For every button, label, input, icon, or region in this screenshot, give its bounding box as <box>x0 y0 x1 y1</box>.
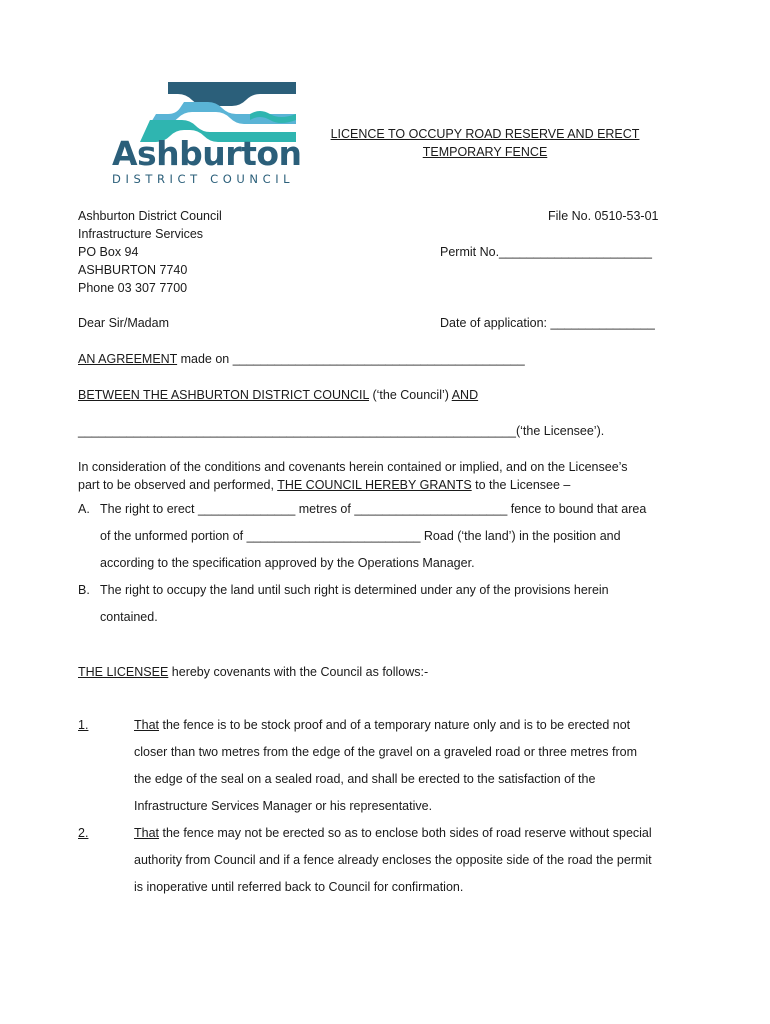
clause-2-number: 2. <box>78 826 89 840</box>
clause-1-text: the fence is to be stock proof and of a temporary nature only and is to be erected not <box>159 718 631 732</box>
clause-1-line3: the edge of the seal on a sealed road, and shall be erected to the satisfaction of the <box>134 772 596 786</box>
consideration-end: to the Licensee – <box>471 478 571 492</box>
logo-wordmark: Ashburton <box>112 134 302 173</box>
address-line4: ASHBURTON 7740 <box>78 263 188 277</box>
grant-b-line1: The right to occupy the land until such right is determined under any of the provisions herein <box>100 583 609 597</box>
address-line5: Phone 03 307 7700 <box>78 281 188 295</box>
covenants-intro-text: hereby covenants with the Council as follows:- <box>168 665 429 679</box>
council-grants-label: THE COUNCIL HEREBY GRANTS <box>277 478 472 492</box>
licensee-line <box>78 422 604 440</box>
between-label: BETWEEN THE ASHBURTON DISTRICT COUNCIL <box>78 388 370 402</box>
between-line <box>78 386 478 404</box>
document-title-line1: LICENCE TO OCCUPY ROAD RESERVE AND ERECT <box>330 127 640 141</box>
consideration-line2 <box>78 476 570 494</box>
grant-a-line1[interactable]: The right to erect ______________ metres of ______________________ fence to bound that area <box>100 502 647 516</box>
consideration-text: part to be observed and performed, <box>78 478 278 492</box>
address-line2: Infrastructure Services <box>78 227 204 241</box>
agreement-line <box>78 350 525 368</box>
clause-2-line3: is inoperative until referred back to Council for confirmation. <box>134 880 464 894</box>
grant-a-letter: A. <box>78 502 90 516</box>
grant-a-line3: according to the specification approved by the Operations Manager. <box>100 556 475 570</box>
file-number: File No. 0510-53-01 <box>548 209 659 223</box>
clause-1-number: 1. <box>78 718 89 732</box>
grant-b-line2: contained. <box>100 610 158 624</box>
grant-a-line2[interactable]: of the unformed portion of _________________________ Road (‘the land’) in the position and <box>100 529 621 543</box>
clause-2-that: That <box>134 826 160 840</box>
clause-1-that: That <box>134 718 160 732</box>
document-title-line2: TEMPORARY FENCE <box>422 145 548 159</box>
licensee-label: THE LICENSEE <box>78 665 169 679</box>
licensee-name-blank[interactable]: _______________________________________________________________ <box>78 424 516 438</box>
agreement-date-blank[interactable]: made on __________________________________________ <box>177 352 525 366</box>
clause-1-line1 <box>134 716 630 734</box>
grant-b-letter: B. <box>78 583 90 597</box>
licensee-suffix: (‘the Licensee’). <box>515 424 605 438</box>
date-of-application-field[interactable]: Date of application: _______________ <box>440 316 655 330</box>
between-and: AND <box>451 388 479 402</box>
covenants-intro <box>78 663 428 681</box>
clause-2-line1 <box>134 824 652 842</box>
permit-number-field[interactable]: Permit No.______________________ <box>440 245 652 259</box>
agreement-label: AN AGREEMENT <box>78 352 178 366</box>
clause-1-line2: closer than two metres from the edge of the gravel on a graveled road or three metres from <box>134 745 638 759</box>
clause-2-text: the fence may not be erected so as to enclose both sides of road reserve without special <box>159 826 652 840</box>
consideration-line1: In consideration of the conditions and covenants herein contained or implied, and on the Licensee’s <box>78 460 628 474</box>
clause-1-line4: Infrastructure Services Manager or his representative. <box>134 799 433 813</box>
clause-2-line2: authority from Council and if a fence already encloses the opposite side of the road the permit <box>134 853 652 867</box>
logo-subtitle: DISTRICT COUNCIL <box>112 172 295 186</box>
address-line3: PO Box 94 <box>78 245 139 259</box>
between-middle: (‘the Council’) <box>369 388 452 402</box>
salutation: Dear Sir/Madam <box>78 316 169 330</box>
address-line1: Ashburton District Council <box>78 209 222 223</box>
